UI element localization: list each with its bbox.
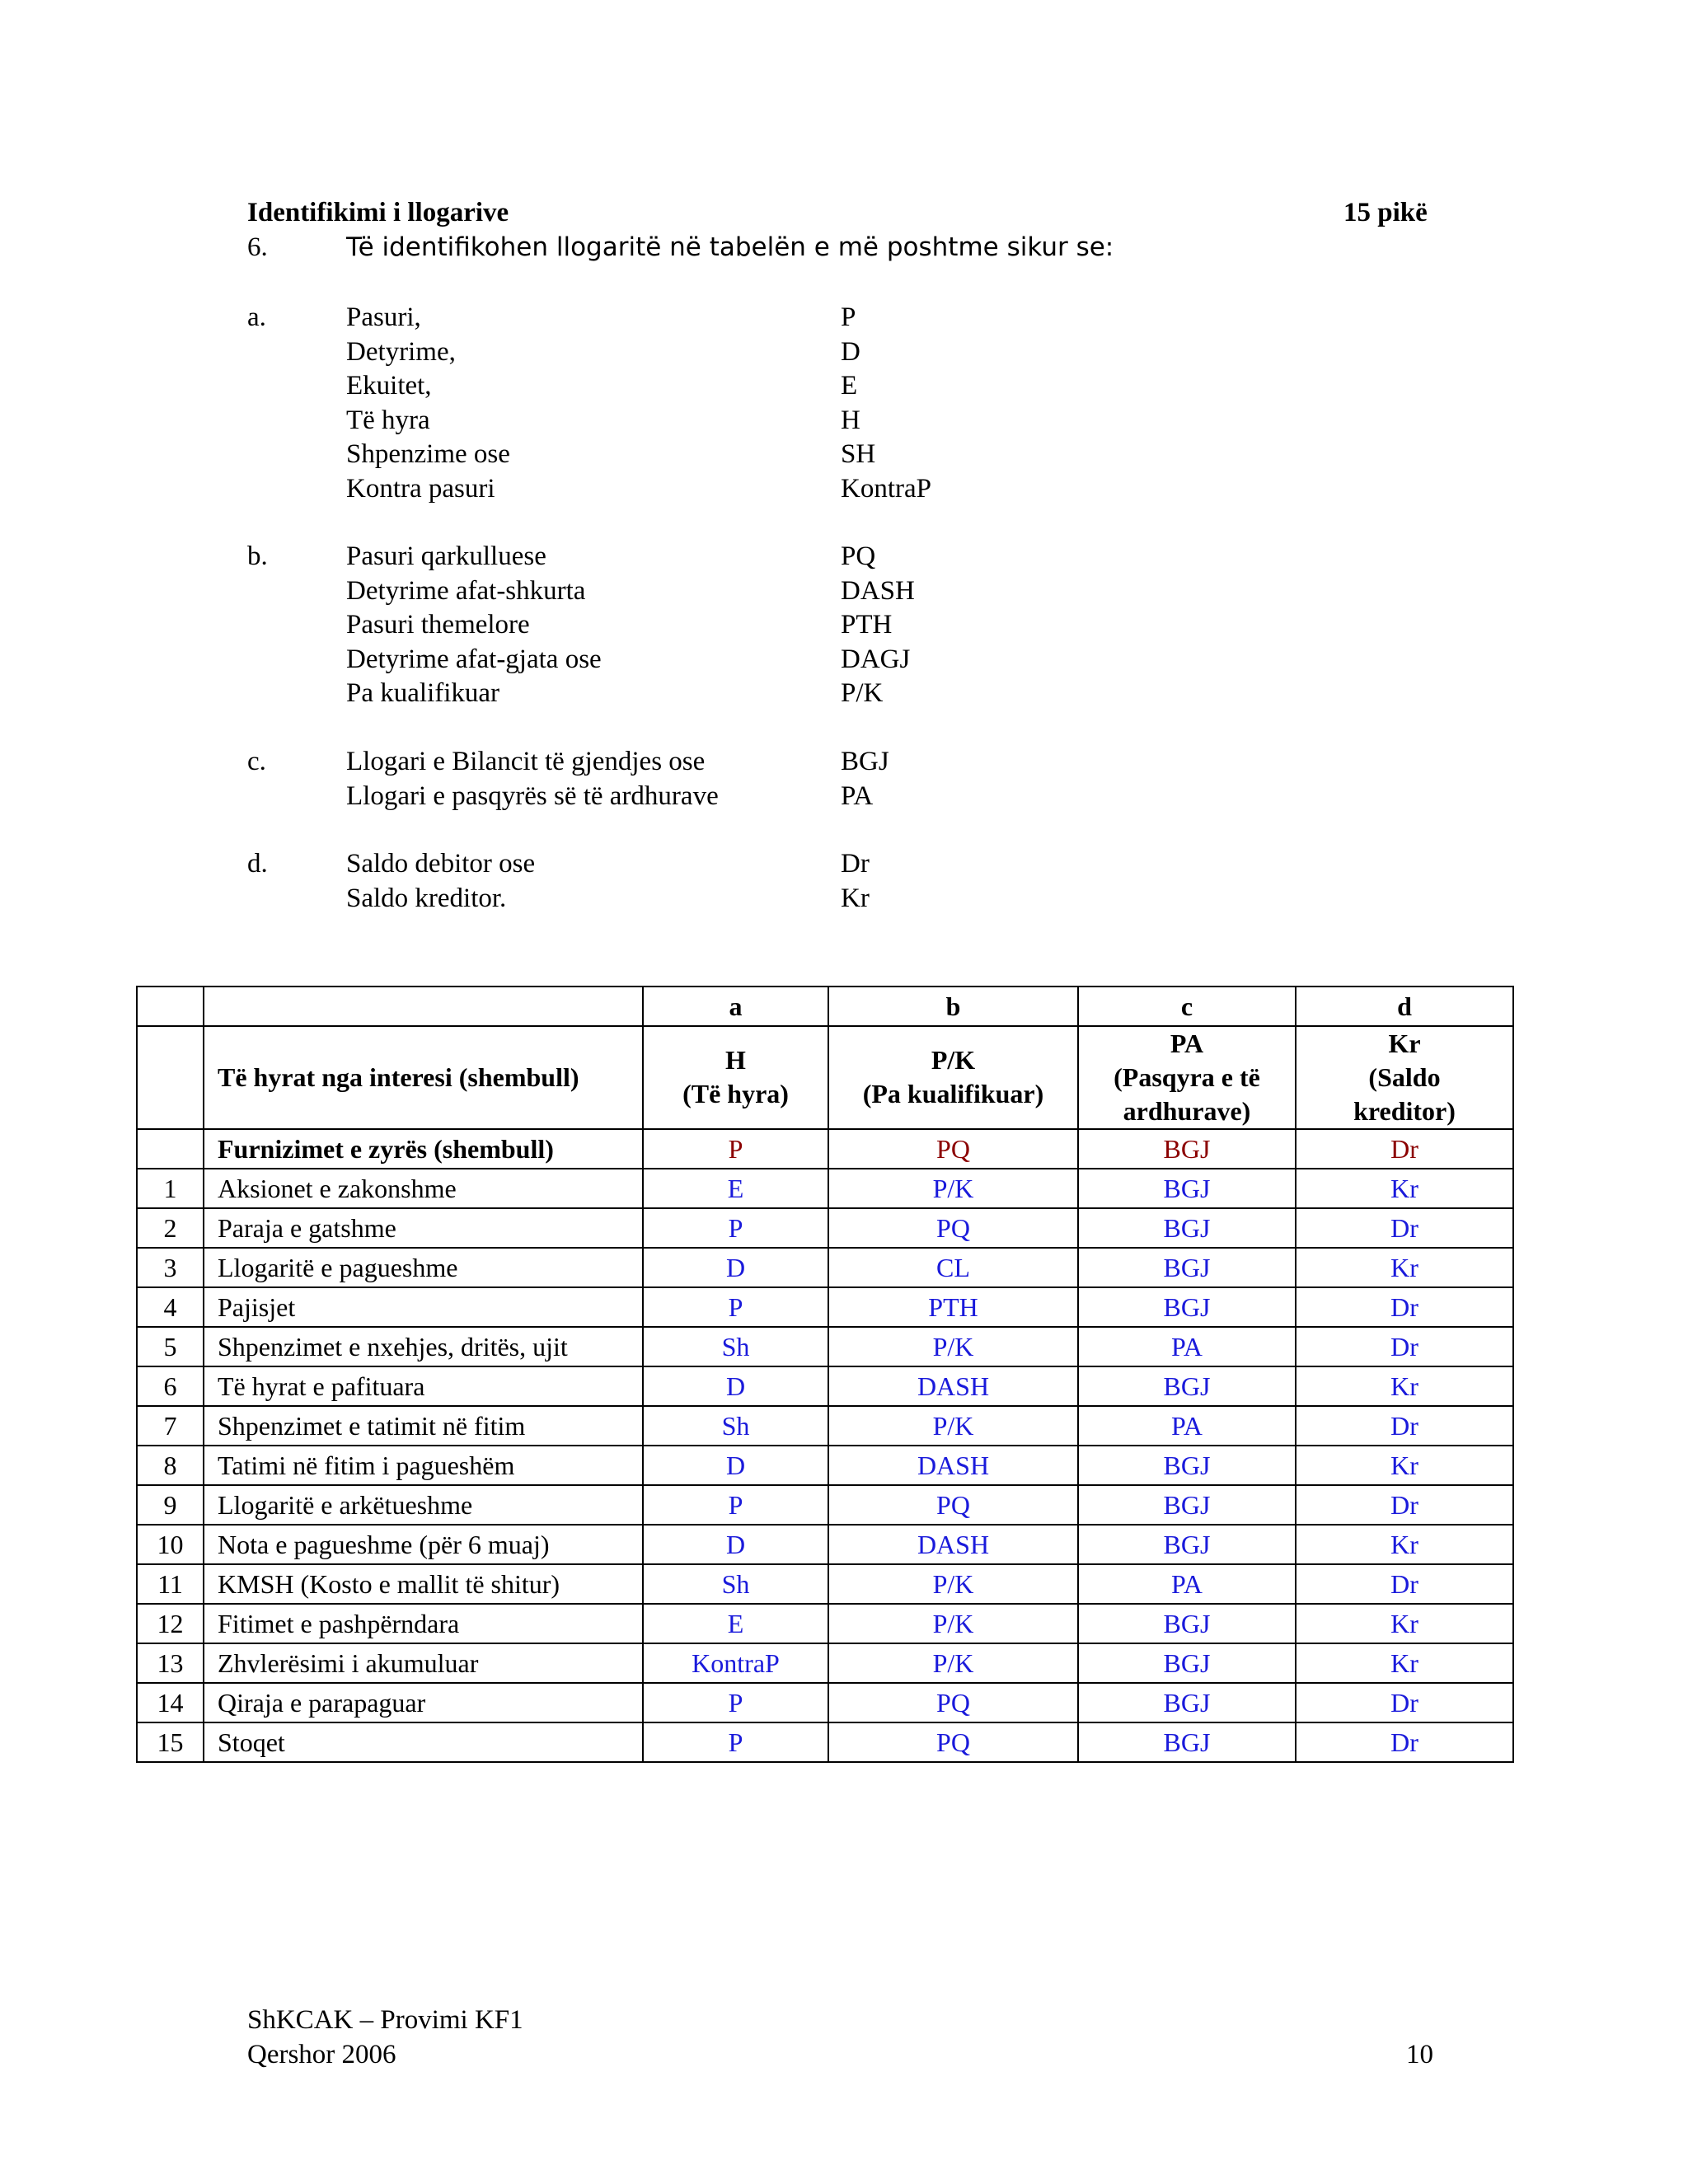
example-row-label: Furnizimet e zyrës (shembull) [204, 1129, 643, 1169]
table-row [137, 1643, 1513, 1683]
legend-item-code: KontraP [841, 473, 931, 504]
legend-item-label: Saldo kreditor. [346, 883, 507, 913]
table-row [137, 1604, 1513, 1643]
answer-c: BGJ [1078, 1287, 1296, 1327]
example-answer-d: Dr [1296, 1129, 1513, 1169]
answer-c: BGJ [1078, 1248, 1296, 1287]
answer-d: Kr [1296, 1643, 1513, 1683]
legend-item-code: D [841, 336, 860, 367]
answer-b: P/K [828, 1643, 1078, 1683]
header-line: ardhurave) [1123, 1095, 1251, 1126]
header-line: (Pasqyra e të [1114, 1062, 1260, 1092]
legend-item-label: Pa kualifikuar [346, 678, 500, 708]
table-row [137, 1406, 1513, 1446]
answer-b: PQ [828, 1683, 1078, 1722]
legend-item-label: Pasuri themelore [346, 610, 530, 640]
legend-item-code: PA [841, 780, 874, 811]
legend-item-code: H [841, 405, 860, 435]
answer-a: KontraP [643, 1643, 828, 1683]
answer-b: PTH [828, 1287, 1078, 1327]
answer-c: BGJ [1078, 1446, 1296, 1485]
example-answer-a: P [643, 1129, 828, 1169]
legend-group-letter: c. [247, 747, 266, 776]
header-line: (Pa kualifikuar) [862, 1079, 1044, 1109]
answer-c: PA [1078, 1327, 1296, 1366]
account-name: Qiraja e parapaguar [204, 1683, 643, 1722]
legend-item-label: Llogari e pasqyrës së të ardhurave [346, 780, 719, 811]
answer-b: P/K [828, 1327, 1078, 1366]
section-title: Identifikimi i llogarive [247, 198, 509, 227]
row-number: 11 [137, 1564, 204, 1604]
question-text: Të identifikohen llogaritë në tabelën e më poshtme sikur se: [346, 232, 1114, 262]
answer-a: Sh [643, 1406, 828, 1446]
answer-d: Dr [1296, 1722, 1513, 1762]
page-number: 10 [1406, 2040, 1433, 2069]
header-line: PA [1170, 1029, 1204, 1058]
account-name: Llogaritë e pagueshme [204, 1248, 643, 1287]
answer-a: E [643, 1169, 828, 1208]
legend-item-code: PTH [841, 610, 893, 640]
account-name: Shpenzimet e nxehjes, dritës, ujit [204, 1327, 643, 1366]
row-number: 9 [137, 1485, 204, 1525]
legend-item-label: Ekuitet, [346, 371, 432, 401]
example-header-c [1078, 1026, 1296, 1129]
legend-group-letter: b. [247, 541, 268, 571]
answer-b: PQ [828, 1722, 1078, 1762]
row-number: 5 [137, 1327, 204, 1366]
answer-b: P/K [828, 1604, 1078, 1643]
example-header-row [137, 1026, 1513, 1129]
table-row [137, 1287, 1513, 1327]
legend-item-code: SH [841, 439, 876, 469]
example-header-b [828, 1026, 1078, 1129]
answer-c: BGJ [1078, 1683, 1296, 1722]
answer-b: P/K [828, 1564, 1078, 1604]
answer-a: P [643, 1287, 828, 1327]
answer-d: Kr [1296, 1446, 1513, 1485]
table-row [137, 1208, 1513, 1248]
col-letter-b: b [828, 987, 1078, 1026]
column-letter-row [137, 987, 1513, 1026]
answer-c: BGJ [1078, 1722, 1296, 1762]
header-line: (Të hyra) [682, 1079, 789, 1109]
account-name: Paraja e gatshme [204, 1208, 643, 1248]
row-number: 7 [137, 1406, 204, 1446]
legend-item-code: Dr [841, 849, 870, 879]
row-number: 3 [137, 1248, 204, 1287]
answer-c: PA [1078, 1564, 1296, 1604]
example-answer-c: BGJ [1078, 1129, 1296, 1169]
accounts-table [136, 986, 1514, 1763]
answer-a: Sh [643, 1564, 828, 1604]
footer-exam-name: ShKCAK – Provimi KF1 [247, 2005, 523, 2035]
answer-a: P [643, 1683, 828, 1722]
answer-c: BGJ [1078, 1485, 1296, 1525]
example-header-d [1296, 1026, 1513, 1129]
row-number: 10 [137, 1525, 204, 1564]
table-row [137, 1564, 1513, 1604]
answer-b: DASH [828, 1366, 1078, 1406]
legend-item-label: Kontra pasuri [346, 473, 495, 504]
answer-c: BGJ [1078, 1525, 1296, 1564]
answer-a: D [643, 1446, 828, 1485]
legend-group-letter: d. [247, 849, 268, 879]
row-number: 8 [137, 1446, 204, 1485]
header-line: kreditor) [1353, 1095, 1456, 1126]
row-number: 15 [137, 1722, 204, 1762]
answer-d: Dr [1296, 1208, 1513, 1248]
table-row [137, 1327, 1513, 1366]
legend-item-label: Detyrime, [346, 336, 456, 367]
col-letter-a: a [643, 987, 828, 1026]
legend-item-label: Saldo debitor ose [346, 849, 536, 879]
table-row [137, 1366, 1513, 1406]
legend-item-code: PQ [841, 541, 876, 571]
table-row [137, 1485, 1513, 1525]
empty-cell [137, 1129, 204, 1169]
table-row [137, 1722, 1513, 1762]
answer-c: BGJ [1078, 1366, 1296, 1406]
legend-item-label: Shpenzime ose [346, 439, 510, 469]
answer-d: Dr [1296, 1683, 1513, 1722]
legend-item-label: Llogari e Bilancit të gjendjes ose [346, 747, 706, 776]
row-number: 14 [137, 1683, 204, 1722]
answer-a: Sh [643, 1327, 828, 1366]
answer-d: Dr [1296, 1327, 1513, 1366]
account-name: Llogaritë e arkëtueshme [204, 1485, 643, 1525]
answer-b: P/K [828, 1406, 1078, 1446]
legend-item-code: Kr [841, 883, 870, 913]
table-row [137, 1683, 1513, 1722]
row-number: 13 [137, 1643, 204, 1683]
answer-a: P [643, 1722, 828, 1762]
answer-a: P [643, 1208, 828, 1248]
answer-b: PQ [828, 1485, 1078, 1525]
answer-a: D [643, 1248, 828, 1287]
footer-date: Qershor 2006 [247, 2040, 396, 2069]
legend-item-code: P [841, 302, 856, 332]
legend-item-code: DASH [841, 575, 915, 606]
account-name: Të hyrat e pafituara [204, 1366, 643, 1406]
answer-d: Kr [1296, 1169, 1513, 1208]
table-row [137, 1446, 1513, 1485]
row-number: 1 [137, 1169, 204, 1208]
header-line: Kr [1388, 1029, 1421, 1058]
answer-b: DASH [828, 1525, 1078, 1564]
row-number: 6 [137, 1366, 204, 1406]
account-name: Nota e pagueshme (për 6 muaj) [204, 1525, 643, 1564]
account-name: Shpenzimet e tatimit në fitim [204, 1406, 643, 1446]
empty-cell [137, 1026, 204, 1129]
table-row [137, 1248, 1513, 1287]
legend-item-label: Pasuri qarkulluese [346, 541, 546, 571]
row-number: 12 [137, 1604, 204, 1643]
answer-d: Kr [1296, 1248, 1513, 1287]
legend-item-label: Pasuri, [346, 302, 421, 332]
table-row [137, 1169, 1513, 1208]
answer-d: Kr [1296, 1604, 1513, 1643]
answer-b: PQ [828, 1208, 1078, 1248]
header-line: (Saldo [1368, 1062, 1441, 1092]
empty-cell [204, 987, 643, 1026]
answer-c: PA [1078, 1406, 1296, 1446]
answer-c: BGJ [1078, 1643, 1296, 1683]
row-number: 2 [137, 1208, 204, 1248]
answer-a: E [643, 1604, 828, 1643]
answer-b: P/K [828, 1169, 1078, 1208]
legend-item-code: E [841, 371, 858, 401]
answer-d: Dr [1296, 1485, 1513, 1525]
answer-c: BGJ [1078, 1169, 1296, 1208]
question-number: 6. [247, 232, 268, 262]
legend-item-code: P/K [841, 678, 884, 708]
account-name: Pajisjet [204, 1287, 643, 1327]
account-name: Fitimet e pashpërndara [204, 1604, 643, 1643]
col-letter-d: d [1296, 987, 1513, 1026]
answer-b: CL [828, 1248, 1078, 1287]
answer-d: Dr [1296, 1406, 1513, 1446]
answer-c: BGJ [1078, 1208, 1296, 1248]
points-label: 15 pikë [1343, 198, 1428, 227]
example-answer-b: PQ [828, 1129, 1078, 1169]
header-line: H [725, 1045, 746, 1076]
answer-a: D [643, 1366, 828, 1406]
legend-item-label: Detyrime afat-gjata ose [346, 644, 602, 674]
legend-group-letter: a. [247, 302, 266, 332]
answer-d: Kr [1296, 1366, 1513, 1406]
account-name: Aksionet e zakonshme [204, 1169, 643, 1208]
legend-item-code: BGJ [841, 747, 889, 776]
account-name: Tatimi në fitim i pagueshëm [204, 1446, 643, 1485]
table-row [137, 1525, 1513, 1564]
answer-a: D [643, 1525, 828, 1564]
answer-d: Kr [1296, 1525, 1513, 1564]
legend-item-code: DAGJ [841, 644, 911, 674]
row-number: 4 [137, 1287, 204, 1327]
answer-d: Dr [1296, 1287, 1513, 1327]
account-name: Stoqet [204, 1722, 643, 1762]
legend-item-label: Të hyra [346, 405, 430, 435]
col-letter-c: c [1078, 987, 1296, 1026]
account-name: KMSH (Kosto e mallit të shitur) [204, 1564, 643, 1604]
answer-c: BGJ [1078, 1604, 1296, 1643]
example-header-label: Të hyrat nga interesi (shembull) [204, 1026, 643, 1129]
empty-cell [137, 987, 204, 1026]
example-header-a [643, 1026, 828, 1129]
legend-item-label: Detyrime afat-shkurta [346, 575, 586, 606]
account-name: Zhvlerësimi i akumuluar [204, 1643, 643, 1683]
header-line: P/K [931, 1045, 976, 1076]
answer-b: DASH [828, 1446, 1078, 1485]
answer-d: Dr [1296, 1564, 1513, 1604]
example-row [137, 1129, 1513, 1169]
answer-a: P [643, 1485, 828, 1525]
